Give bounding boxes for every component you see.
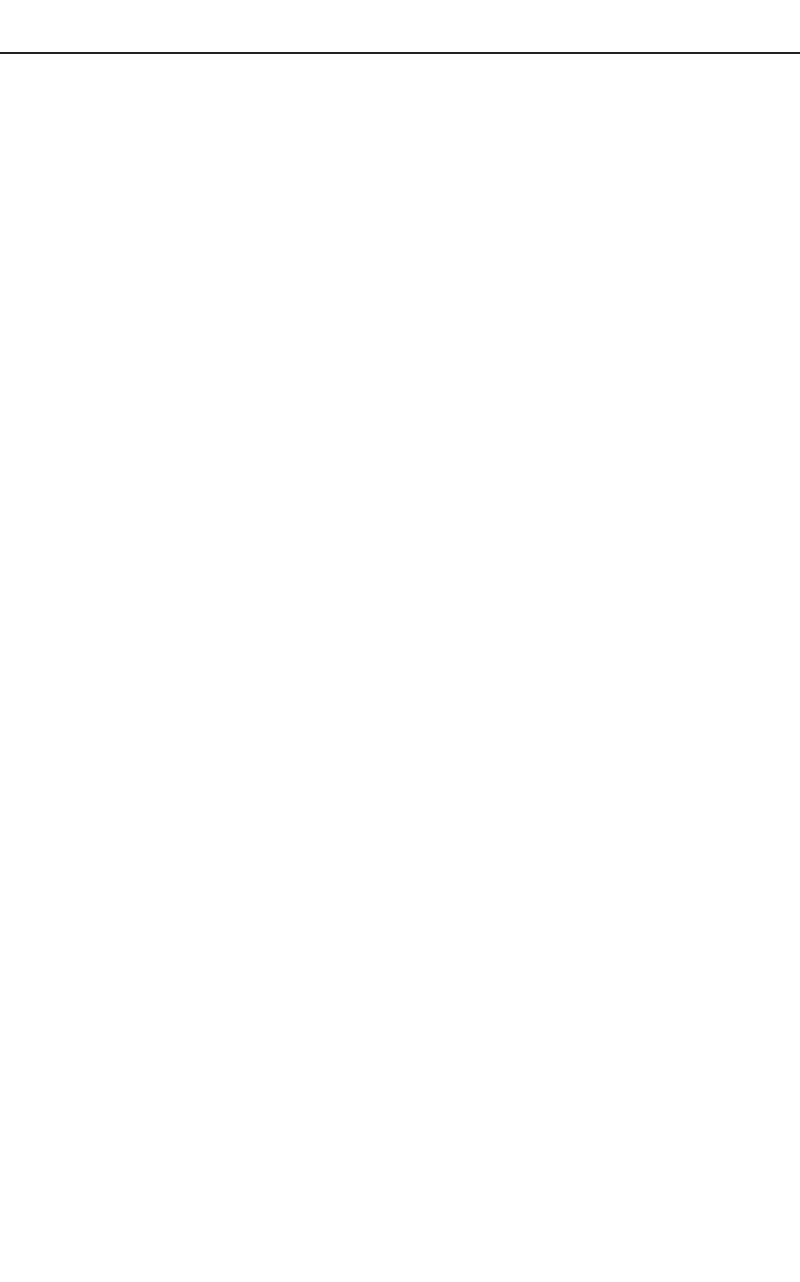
title-rule [0,52,800,54]
section-heading [0,58,800,86]
page-title [0,4,800,48]
